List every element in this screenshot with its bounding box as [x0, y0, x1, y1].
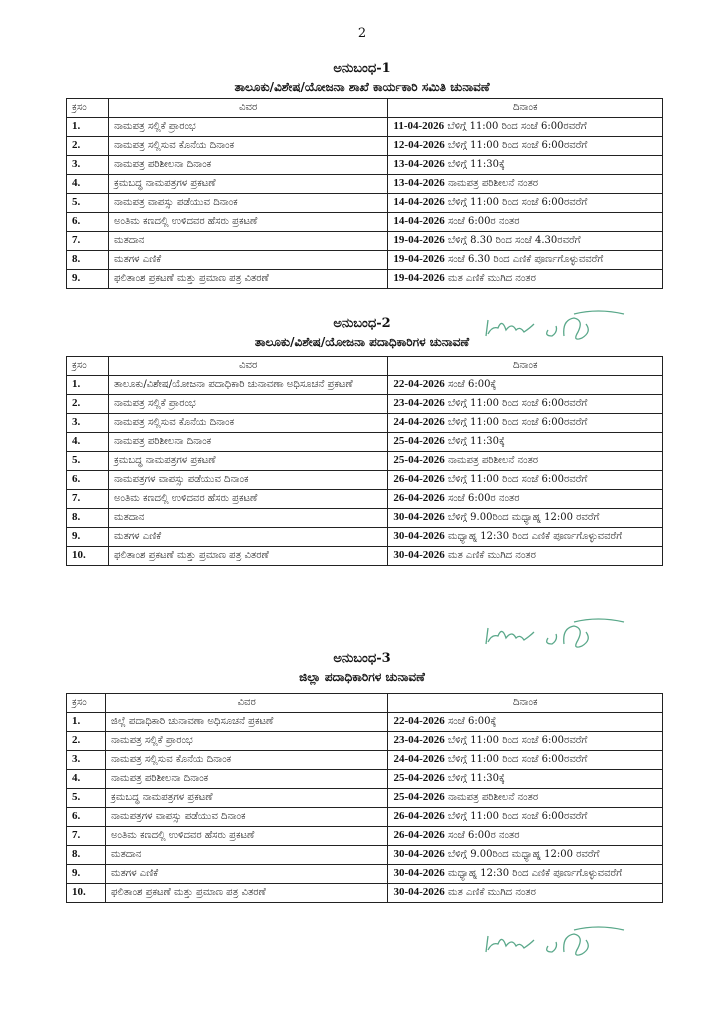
row-date: 22-04-2026: [393, 715, 445, 727]
row-serial: 1.: [67, 713, 106, 732]
row-time: ನಾಮಪತ್ರ ಪರಿಶೀಲನೆ ನಂತರ: [447, 792, 539, 803]
row-detail: ತಾಲೂಕು/ವಿಶೇಷ/ಯೋಜನಾ ಪದಾಧಿಕಾರಿ ಚುನಾವಣಾ ಅಧಿಸೂಚನೆ ಪ್ರಕಟಣೆ: [108, 376, 387, 395]
row-date: 26-04-2026: [393, 829, 445, 841]
row-serial: 8.: [67, 846, 106, 865]
row-time: ಬೆಳಿಗ್ಗೆ 8.30 ರಿಂದ ಸಂಜೆ 4.30ರವರೆಗೆ: [447, 235, 581, 246]
row-time: ಬೆಳಿಗ್ಗೆ 11:00 ರಿಂದ ಸಂಜೆ 6:00ರವರೆಗೆ: [447, 474, 588, 485]
row-date: 25-04-2026: [393, 454, 445, 466]
table-row: [67, 194, 663, 213]
table-row: [67, 789, 663, 808]
header-details: ವಿವರ: [108, 99, 387, 118]
row-date: 26-04-2026: [393, 473, 445, 485]
row-date: 26-04-2026: [393, 810, 445, 822]
row-serial: 5.: [67, 194, 109, 213]
row-date-cell: [388, 509, 663, 528]
row-detail: ಅಂತಿಮ ಕಣದಲ್ಲಿ ಉಳಿದವರ ಹೆಸರು ಪ್ರಕಟಣೆ: [108, 490, 387, 509]
table-row: [67, 118, 663, 137]
row-serial: 10.: [67, 884, 106, 903]
row-detail: ಫಲಿತಾಂಶ ಪ್ರಕಟಣೆ ಮತ್ತು ಪ್ರಮಾಣ ಪತ್ರ ವಿತರಣೆ: [105, 884, 387, 903]
row-date-cell: [388, 137, 663, 156]
row-detail: ನಾಮಪತ್ರ ಪರಿಶೀಲನಾ ದಿನಾಂಕ: [108, 433, 387, 452]
row-date-cell: [388, 118, 663, 137]
row-date-cell: [388, 490, 663, 509]
row-detail: ನಾಮಪತ್ರ ಪರಿಶೀಲನಾ ದಿನಾಂಕ: [108, 156, 387, 175]
row-detail: ನಾಮಪತ್ರ ಪರಿಶೀಲನಾ ದಿನಾಂಕ: [105, 770, 387, 789]
table-row: [67, 846, 663, 865]
row-time: ನಾಮಪತ್ರ ಪರಿಶೀಲನೆ ನಂತರ: [447, 178, 539, 189]
row-serial: 1.: [67, 118, 109, 137]
table-row: [67, 232, 663, 251]
row-detail: ನಾಮಪತ್ರಗಳ ವಾಪಸ್ಸು ಪಡೆಯುವ ದಿನಾಂಕ: [108, 471, 387, 490]
row-time: ಸಂಜೆ 6:00ರ ನಂತರ: [447, 830, 520, 841]
table-header-row: [67, 357, 663, 376]
row-date-cell: [388, 827, 663, 846]
row-detail: ನಾಮಪತ್ರ ಸಲ್ಲಿಸುವ ಕೊನೆಯ ದಿನಾಂಕ: [108, 414, 387, 433]
row-date: 11-04-2026: [393, 120, 445, 132]
row-detail: ನಾಮಪತ್ರ ಸಲ್ಲಿಕೆ ಪ್ರಾರಂಭ: [105, 732, 387, 751]
table-row: [67, 452, 663, 471]
row-detail: ಮತದಾನ: [108, 509, 387, 528]
row-detail: ನಾಮಪತ್ರ ಸಲ್ಲಿಕೆ ಪ್ರಾರಂಭ: [108, 395, 387, 414]
row-date-cell: [388, 156, 663, 175]
table-row: [67, 251, 663, 270]
row-serial: 5.: [67, 789, 106, 808]
row-time: ಬೆಳಿಗ್ಗೆ 11:00 ರಿಂದ ಸಂಜೆ 6:00ರವರೆಗೆ: [447, 121, 587, 132]
row-date-cell: [388, 751, 663, 770]
row-detail: ಅಂತಿಮ ಕಣದಲ್ಲಿ ಉಳಿದವರ ಹೆಸರು ಪ್ರಕಟಣೆ: [108, 213, 387, 232]
table-row: [67, 270, 663, 289]
header-date: ದಿನಾಂಕ: [388, 99, 663, 118]
row-time: ಮತ ಎಣಿಕೆ ಮುಗಿದ ನಂತರ: [447, 550, 536, 561]
row-date-cell: [388, 194, 663, 213]
table-row: [67, 884, 663, 903]
table-row: [67, 395, 663, 414]
table-row: [67, 509, 663, 528]
row-date: 24-04-2026: [393, 753, 445, 765]
row-time: ಬೆಳಿಗ್ಗೆ 11:30ಕ್ಕೆ: [447, 436, 505, 447]
table-row: [67, 808, 663, 827]
row-time: ಬೆಳಿಗ್ಗೆ 11:00 ರಿಂದ ಸಂಜೆ 6:00ರವರೆಗೆ: [447, 417, 588, 428]
row-serial: 9.: [67, 270, 109, 289]
header-details: ವಿವರ: [108, 357, 387, 376]
table-header-row: [67, 694, 663, 713]
row-date: 30-04-2026: [393, 848, 445, 860]
row-date: 30-04-2026: [393, 867, 445, 879]
row-serial: 3.: [67, 414, 109, 433]
row-detail: ನಾಮಪತ್ರ ಸಲ್ಲಿಕೆ ಪ್ರಾರಂಭ: [108, 118, 387, 137]
table-row: [67, 751, 663, 770]
row-detail: ನಾಮಪತ್ರ ಸಲ್ಲಿಸುವ ಕೊನೆಯ ದಿನಾಂಕ: [108, 137, 387, 156]
row-date-cell: [388, 414, 663, 433]
row-date-cell: [388, 452, 663, 471]
header-serial: ಕ್ರಸಂ: [67, 357, 109, 376]
row-serial: 4.: [67, 433, 109, 452]
page-number: 2: [357, 26, 367, 41]
table-header-row: [67, 99, 663, 118]
row-detail: ನಾಮಪತ್ರ ವಾಪಸ್ಸು ಪಡೆಯುವ ದಿನಾಂಕ: [108, 194, 387, 213]
row-date-cell: [388, 770, 663, 789]
row-date-cell: [388, 376, 663, 395]
table-row: [67, 713, 663, 732]
row-time: ಬೆಳಿಗ್ಗೆ 11:00 ರಿಂದ ಸಂಜೆ 6:00ರವರೆಗೆ: [447, 754, 588, 765]
annexure-title: ಅನುಬಂಧ-2: [333, 316, 391, 331]
row-serial: 8.: [67, 509, 109, 528]
table-row: [67, 213, 663, 232]
table-row: [67, 732, 663, 751]
row-time: ಸಂಜೆ 6:00ರ ನಂತರ: [447, 493, 520, 504]
row-date: 25-04-2026: [393, 791, 445, 803]
row-detail: ಮತದಾನ: [108, 232, 387, 251]
row-date-cell: [388, 471, 663, 490]
row-detail: ಮತಗಳ ಎಣಿಕೆ: [105, 865, 387, 884]
row-serial: 3.: [67, 751, 106, 770]
signature-3: [478, 922, 628, 966]
row-serial: 6.: [67, 213, 109, 232]
header-date: ದಿನಾಂಕ: [388, 357, 663, 376]
table-row: [67, 865, 663, 884]
row-serial: 1.: [67, 376, 109, 395]
row-date-cell: [388, 884, 663, 903]
row-time: ಸಂಜೆ 6:00ರ ನಂತರ: [447, 216, 520, 227]
row-date-cell: [388, 865, 663, 884]
row-time: ಸಂಜೆ 6:00ಕ್ಕೆ: [447, 716, 497, 727]
row-time: ಬೆಳಿಗ್ಗೆ 11:30ಕ್ಕೆ: [447, 773, 505, 784]
row-time: ಮಧ್ಯಾಹ್ನ 12:30 ರಿಂದ ಎಣಿಕೆ ಪೂರ್ಣಗೊಳ್ಳುವವರೆಗೆ: [447, 531, 623, 542]
row-time: ನಾಮಪತ್ರ ಪರಿಶೀಲನೆ ನಂತರ: [447, 455, 539, 466]
header-serial: ಕ್ರಸಂ: [67, 99, 109, 118]
row-date-cell: [388, 175, 663, 194]
row-date: 13-04-2026: [393, 177, 445, 189]
table-row: [67, 137, 663, 156]
header-serial: ಕ್ರಸಂ: [67, 694, 106, 713]
row-date: 30-04-2026: [393, 549, 445, 561]
table-row: [67, 770, 663, 789]
table-row: [67, 175, 663, 194]
row-serial: 6.: [67, 471, 109, 490]
annexure-2-heading: [0, 315, 724, 351]
row-date-cell: [388, 732, 663, 751]
header-date: ದಿನಾಂಕ: [388, 694, 663, 713]
row-date-cell: [388, 395, 663, 414]
row-serial: 6.: [67, 808, 106, 827]
row-date: 24-04-2026: [393, 416, 445, 428]
row-time: ಬೆಳಿಗ್ಗೆ 9.00ರಿಂದ ಮಧ್ಯಾಹ್ನ 12:00 ರವರೆಗೆ: [447, 512, 600, 523]
row-time: ಮತ ಎಣಿಕೆ ಮುಗಿದ ನಂತರ: [447, 273, 536, 284]
schedule-table-3: [66, 693, 663, 903]
row-serial: 10.: [67, 547, 109, 566]
schedule-table-1: [66, 98, 663, 289]
row-date-cell: [388, 213, 663, 232]
row-date-cell: [388, 270, 663, 289]
row-date-cell: [388, 713, 663, 732]
row-date: 14-04-2026: [393, 196, 445, 208]
row-date-cell: [388, 789, 663, 808]
row-detail: ಕ್ರಮಬದ್ಧ ನಾಮಪತ್ರಗಳ ಪ್ರಕಟಣೆ: [108, 175, 387, 194]
row-serial: 4.: [67, 175, 109, 194]
row-serial: 7.: [67, 827, 106, 846]
row-date: 19-04-2026: [393, 272, 445, 284]
row-date: 25-04-2026: [393, 435, 445, 447]
table-row: [67, 471, 663, 490]
table-row: [67, 547, 663, 566]
table-row: [67, 376, 663, 395]
row-date-cell: [388, 846, 663, 865]
table-row: [67, 490, 663, 509]
row-serial: 2.: [67, 137, 109, 156]
annexure-title: ಅನುಬಂಧ-3: [333, 651, 391, 666]
row-date-cell: [388, 808, 663, 827]
row-date: 19-04-2026: [393, 234, 445, 246]
row-serial: 9.: [67, 865, 106, 884]
row-date-cell: [388, 251, 663, 270]
annexure-subtitle: ತಾಲೂಕು/ವಿಶೇಷ/ಯೋಜನಾ ಪದಾಧಿಕಾರಿಗಳ ಚುನಾವಣೆ: [254, 335, 470, 349]
row-detail: ಅಂತಿಮ ಕಣದಲ್ಲಿ ಉಳಿದವರ ಹೆಸರು ಪ್ರಕಟಣೆ: [105, 827, 387, 846]
row-serial: 9.: [67, 528, 109, 547]
row-detail: ಫಲಿತಾಂಶ ಪ್ರಕಟಣೆ ಮತ್ತು ಪ್ರಮಾಣ ಪತ್ರ ವಿತರಣೆ: [108, 547, 387, 566]
table-row: [67, 156, 663, 175]
row-detail: ನಾಮಪತ್ರಗಳ ವಾಪಸ್ಸು ಪಡೆಯುವ ದಿನಾಂಕ: [105, 808, 387, 827]
table-row: [67, 528, 663, 547]
row-detail: ಮತಗಳ ಎಣಿಕೆ: [108, 528, 387, 547]
annexure-subtitle: ತಾಲೂಕು/ವಿಶೇಷ/ಯೋಜನಾ ಶಾಖೆ ಕಾರ್ಯಕಾರಿ ಸಮಿತಿ ಚುನಾವಣೆ: [234, 80, 490, 94]
row-detail: ಜಿಲ್ಲೆ ಪದಾಧಿಕಾರಿ ಚುನಾವಣಾ ಅಧಿಸೂಚನೆ ಪ್ರಕಟಣೆ: [105, 713, 387, 732]
row-date: 12-04-2026: [393, 139, 445, 151]
row-date-cell: [388, 547, 663, 566]
row-time: ಬೆಳಿಗ್ಗೆ 11:00 ರಿಂದ ಸಂಜೆ 6:00ರವರೆಗೆ: [447, 398, 588, 409]
annexure-title: ಅನುಬಂಧ-1: [333, 61, 391, 76]
row-time: ಸಂಜೆ 6.30 ರಿಂದ ಎಣಿಕೆ ಪೂರ್ಣಗೊಳ್ಳುವವರೆಗೆ: [447, 254, 604, 265]
row-date: 30-04-2026: [393, 886, 445, 898]
row-date-cell: [388, 232, 663, 251]
schedule-table-2: [66, 356, 663, 566]
row-serial: 4.: [67, 770, 106, 789]
annexure-3-heading: [0, 650, 724, 686]
row-serial: 2.: [67, 732, 106, 751]
row-time: ಸಂಜೆ 6:00ಕ್ಕೆ: [447, 379, 497, 390]
row-serial: 3.: [67, 156, 109, 175]
row-date-cell: [388, 433, 663, 452]
row-time: ಬೆಳಿಗ್ಗೆ 11:30ಕ್ಕೆ: [447, 159, 505, 170]
row-time: ಬೆಳಿಗ್ಗೆ 9.00ರಿಂದ ಮಧ್ಯಾಹ್ನ 12:00 ರವರೆಗೆ: [447, 849, 600, 860]
row-date: 22-04-2026: [393, 378, 445, 390]
annexure-1-heading: [0, 60, 724, 96]
row-time: ಬೆಳಿಗ್ಗೆ 11:00 ರಿಂದ ಸಂಜೆ 6:00ರವರೆಗೆ: [447, 140, 588, 151]
table-row: [67, 414, 663, 433]
row-time: ಬೆಳಿಗ್ಗೆ 11:00 ರಿಂದ ಸಂಜೆ 6:00ರವರೆಗೆ: [447, 811, 588, 822]
row-serial: 7.: [67, 490, 109, 509]
row-time: ಮಧ್ಯಾಹ್ನ 12:30 ರಿಂದ ಎಣಿಕೆ ಪೂರ್ಣಗೊಳ್ಳುವವರೆಗೆ: [447, 868, 623, 879]
row-detail: ನಾಮಪತ್ರ ಸಲ್ಲಿಸುವ ಕೊನೆಯ ದಿನಾಂಕ: [105, 751, 387, 770]
table-row: [67, 827, 663, 846]
row-date: 19-04-2026: [393, 253, 445, 265]
row-time: ಬೆಳಿಗ್ಗೆ 11:00 ರಿಂದ ಸಂಜೆ 6:00ರವರೆಗೆ: [447, 735, 588, 746]
annexure-subtitle: ಜಿಲ್ಲಾ ಪದಾಧಿಕಾರಿಗಳ ಚುನಾವಣೆ: [299, 670, 425, 684]
row-serial: 8.: [67, 251, 109, 270]
row-date: 14-04-2026: [393, 215, 445, 227]
row-date-cell: [388, 528, 663, 547]
row-detail: ಮತಗಳ ಎಣಿಕೆ: [108, 251, 387, 270]
row-date: 23-04-2026: [393, 397, 445, 409]
row-detail: ಮತದಾನ: [105, 846, 387, 865]
row-detail: ಫಲಿತಾಂಶ ಪ್ರಕಟಣೆ ಮತ್ತು ಪ್ರಮಾಣ ಪತ್ರ ವಿತರಣೆ: [108, 270, 387, 289]
row-detail: ಕ್ರಮಬದ್ಧ ನಾಮಪತ್ರಗಳ ಪ್ರಕಟಣೆ: [108, 452, 387, 471]
row-date: 13-04-2026: [393, 158, 445, 170]
header-details: ವಿವರ: [105, 694, 387, 713]
row-time: ಮತ ಎಣಿಕೆ ಮುಗಿದ ನಂತರ: [447, 887, 536, 898]
row-serial: 2.: [67, 395, 109, 414]
row-date: 25-04-2026: [393, 772, 445, 784]
table-row: [67, 433, 663, 452]
row-date: 30-04-2026: [393, 511, 445, 523]
row-date: 23-04-2026: [393, 734, 445, 746]
row-serial: 7.: [67, 232, 109, 251]
row-serial: 5.: [67, 452, 109, 471]
row-date: 26-04-2026: [393, 492, 445, 504]
row-detail: ಕ್ರಮಬದ್ಧ ನಾಮಪತ್ರಗಳ ಪ್ರಕಟಣೆ: [105, 789, 387, 808]
row-date: 30-04-2026: [393, 530, 445, 542]
row-time: ಬೆಳಿಗ್ಗೆ 11:00 ರಿಂದ ಸಂಜೆ 6:00ರವರೆಗೆ: [447, 197, 588, 208]
